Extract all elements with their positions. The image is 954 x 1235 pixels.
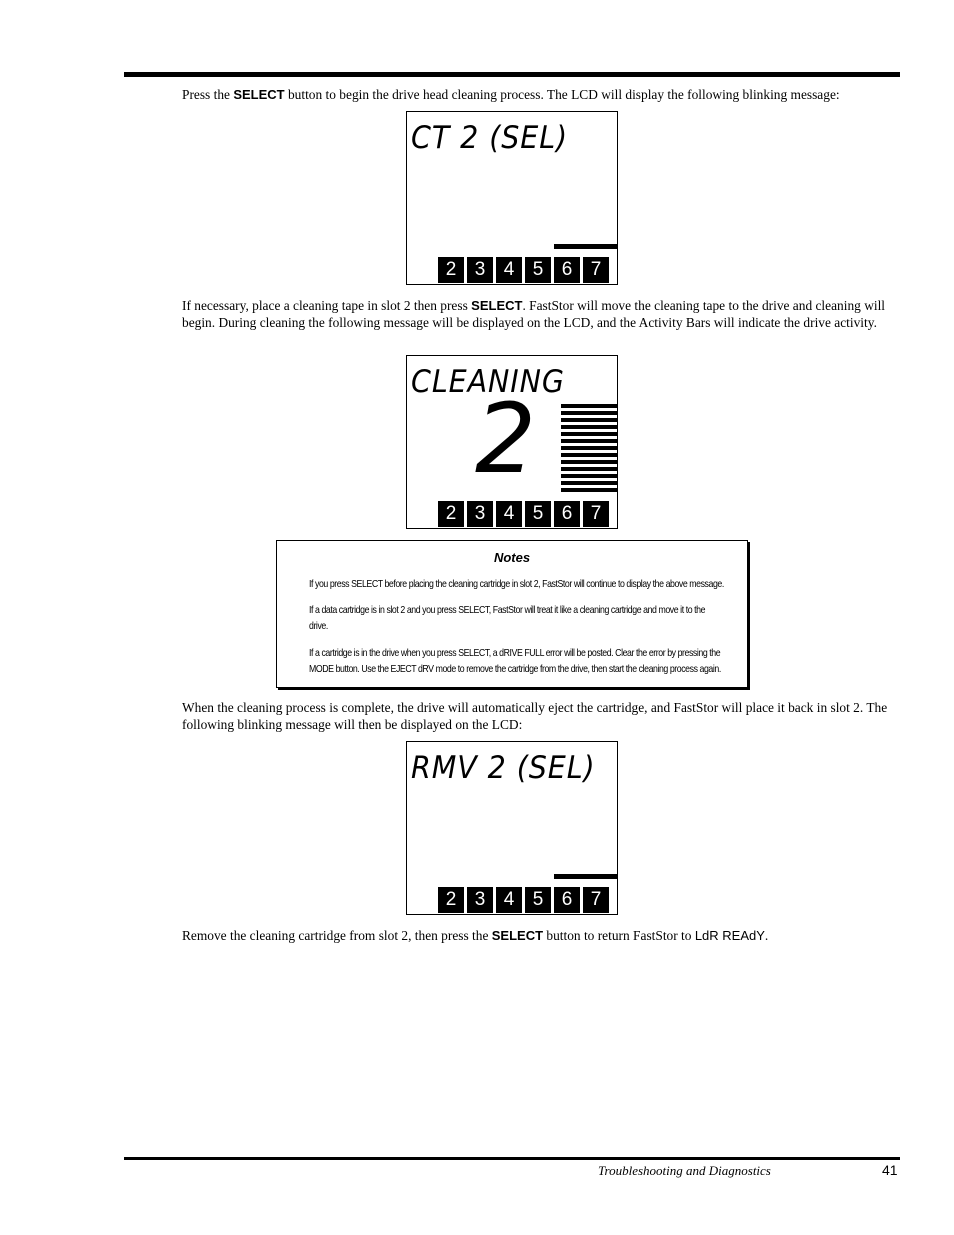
slot-indicator: 5 <box>525 887 551 913</box>
activity-bar <box>561 460 617 464</box>
status-message: LdR REAdY <box>694 928 765 943</box>
slot-indicator: 2 <box>438 257 464 283</box>
activity-bar <box>561 404 617 408</box>
lcd-message: RMV 2 (SEL) <box>411 750 596 786</box>
slot-indicator: 3 <box>467 887 493 913</box>
select-key-label: SELECT <box>491 928 544 943</box>
slot-indicator: 6 <box>554 501 580 527</box>
activity-bar <box>561 425 617 429</box>
activity-bar <box>561 467 617 471</box>
activity-bar <box>554 874 617 879</box>
activity-bar <box>554 244 617 249</box>
activity-bar <box>561 446 617 450</box>
slot-indicators <box>438 500 609 528</box>
slot-indicators <box>438 256 609 284</box>
slot-indicator: 6 <box>554 887 580 913</box>
slot-indicator: 3 <box>467 501 493 527</box>
activity-bar <box>561 439 617 443</box>
activity-bar <box>561 418 617 422</box>
footer-rule <box>124 1157 900 1160</box>
lcd-message: CLEANING <box>411 364 565 400</box>
notes-title: Notes <box>493 550 531 565</box>
text: . <box>764 928 769 943</box>
slot-indicator: 7 <box>583 501 609 527</box>
lcd-display-rmv2 <box>406 741 618 915</box>
activity-bar <box>561 488 617 492</box>
slot-indicator: 6 <box>554 257 580 283</box>
page-number: 41 <box>882 1162 898 1178</box>
slot-indicator: 4 <box>496 887 522 913</box>
text: button to begin the drive head cleaning process. The LCD will display the following blinking message: <box>284 87 840 102</box>
lcd-display-ct2 <box>406 111 618 285</box>
activity-bar <box>561 453 617 457</box>
slot-indicator: 5 <box>525 257 551 283</box>
slot-indicator: 2 <box>438 501 464 527</box>
select-key-label: SELECT <box>471 298 523 313</box>
slot-indicators <box>438 886 609 914</box>
select-key-label: SELECT <box>233 87 285 102</box>
notes-box <box>276 540 748 688</box>
text: If necessary, place a cleaning tape in slot 2 then press <box>182 298 472 313</box>
note-item: If a data cartridge is in slot 2 and you press SELECT, FastStor will treat it like a cleaning cartridge and move it to the drive. <box>309 605 706 632</box>
slot-indicator: 5 <box>525 501 551 527</box>
paragraph-place-tape <box>182 297 894 331</box>
slot-indicator: 7 <box>583 257 609 283</box>
activity-bar <box>561 474 617 478</box>
activity-bar <box>561 411 617 415</box>
text: . FastStor will move the cleaning tape to the drive and cleaning will begin. During cleaning the following message will be displayed on the LCD, and the Activity Bars will indicate the drive activity. <box>182 298 886 330</box>
slot-indicator: 3 <box>467 257 493 283</box>
lcd-slot-number: 2 <box>475 383 537 495</box>
slot-indicator: 4 <box>496 257 522 283</box>
text: Remove the cleaning cartridge from slot 2, then press the <box>182 928 492 943</box>
note-item: If you press SELECT before placing the cleaning cartridge in slot 2, FastStor will continue to display the above message. <box>309 579 724 590</box>
lcd-display-cleaning <box>406 355 618 529</box>
slot-indicator: 4 <box>496 501 522 527</box>
footer-section-title: Troubleshooting and Diagnostics <box>598 1163 771 1178</box>
activity-bar <box>561 432 617 436</box>
text: button to return FastStor to <box>543 928 695 943</box>
note-item: If a cartridge is in the drive when you press SELECT, a dRIVE FULL error will be posted. Clear the error by pressing the MODE button. Use the EJECT dRV mode to remove the cartridge from the drive, then start the cleaning process again. <box>309 648 721 675</box>
slot-indicator: 7 <box>583 887 609 913</box>
lcd-message: CT 2 (SEL) <box>411 120 569 156</box>
paragraph-press-select <box>182 86 894 103</box>
activity-bar <box>561 481 617 485</box>
paragraph-remove-cartridge <box>182 927 894 944</box>
paragraph-cleaning-complete: When the cleaning process is complete, the drive will automatically eject the cartridge, and FastStor will place it back in slot 2. The following blinking message will then be displayed on the LCD: <box>182 700 888 732</box>
slot-indicator: 2 <box>438 887 464 913</box>
header-rule <box>124 72 900 77</box>
text: Press the <box>182 87 234 102</box>
